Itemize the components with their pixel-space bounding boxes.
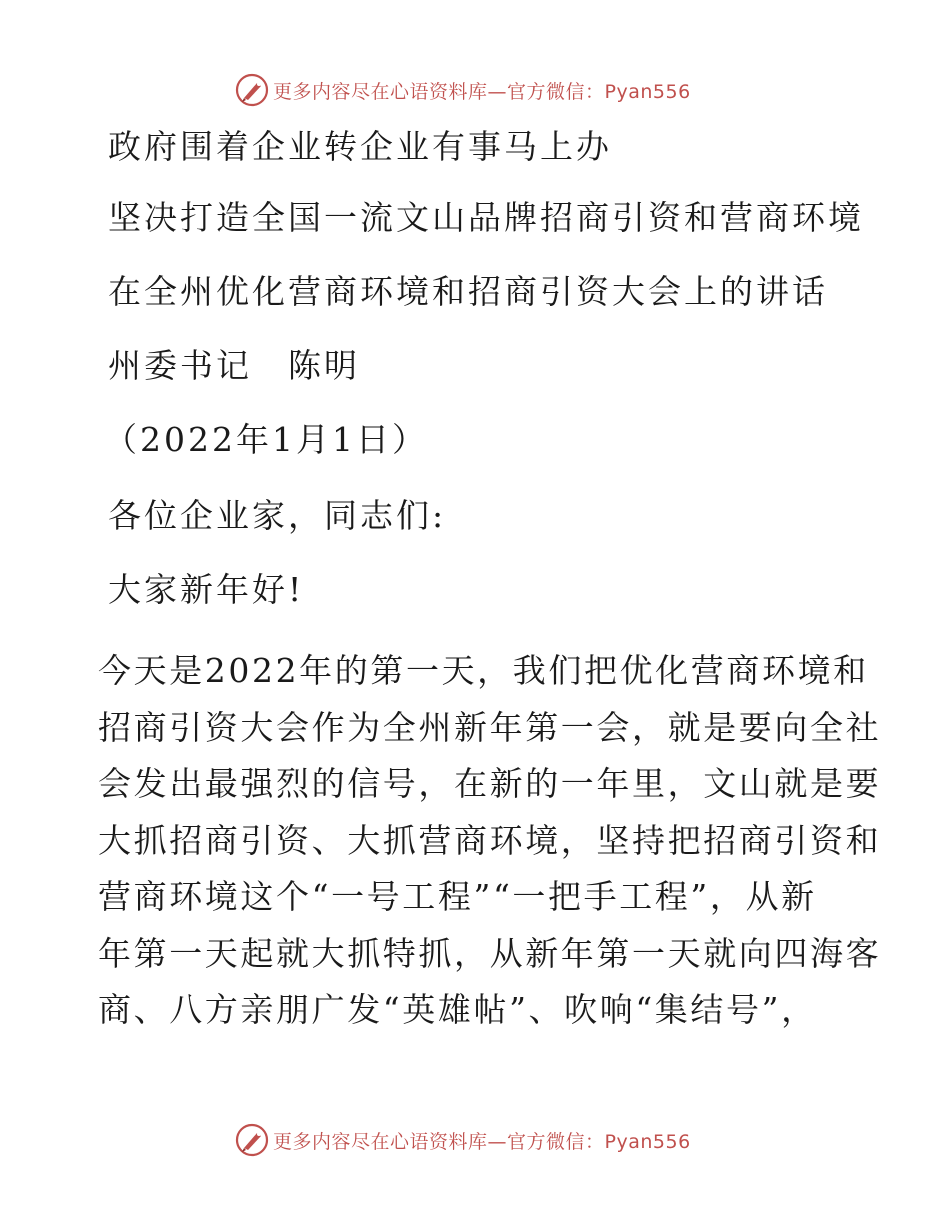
body-line: 大抓招商引资、大抓营商环境，坚持把招商引资和 [98,820,882,860]
speech-date: （2022年1月1日） [104,420,428,459]
watermark-text: 更多内容尽在心语资料库—官方微信：Pyan556 [273,80,691,103]
watermark-text: 更多内容尽在心语资料库—官方微信：Pyan556 [273,1130,691,1153]
body-line: 商、八方亲朋广发“英雄帖”、吹响“集结号”， [98,990,817,1029]
greeting: 大家新年好! [108,570,305,609]
body-line: 年第一天起就大抓特抓，从新年第一天就向四海客 [98,933,882,973]
watermark-banner-bottom [235,1122,691,1158]
document-title-line-2: 坚决打造全国一流文山品牌招商引资和营商环境 [108,198,864,237]
document-subtitle: 在全州优化营商环境和招商引资大会上的讲话 [108,272,828,311]
salutation: 各位企业家，同志们: [108,496,447,535]
body-line: 营商环境这个“一号工程”“一把手工程”，从新 [98,877,817,916]
body-line: 今天是2022年的第一天，我们把优化营商环境和 [98,651,869,690]
pen-logo-icon [235,73,269,107]
watermark-banner-top [235,72,691,108]
body-line: 招商引资大会作为全州新年第一会，就是要向全社 [98,707,882,747]
pen-logo-icon [235,1123,269,1157]
speaker-line: 州委书记 陈明 [108,346,360,385]
body-line: 会发出最强烈的信号，在新的一年里，文山就是要 [98,764,882,803]
body-paragraph [98,643,882,1039]
document-title-line-1: 政府围着企业转企业有事马上办 [108,127,612,166]
